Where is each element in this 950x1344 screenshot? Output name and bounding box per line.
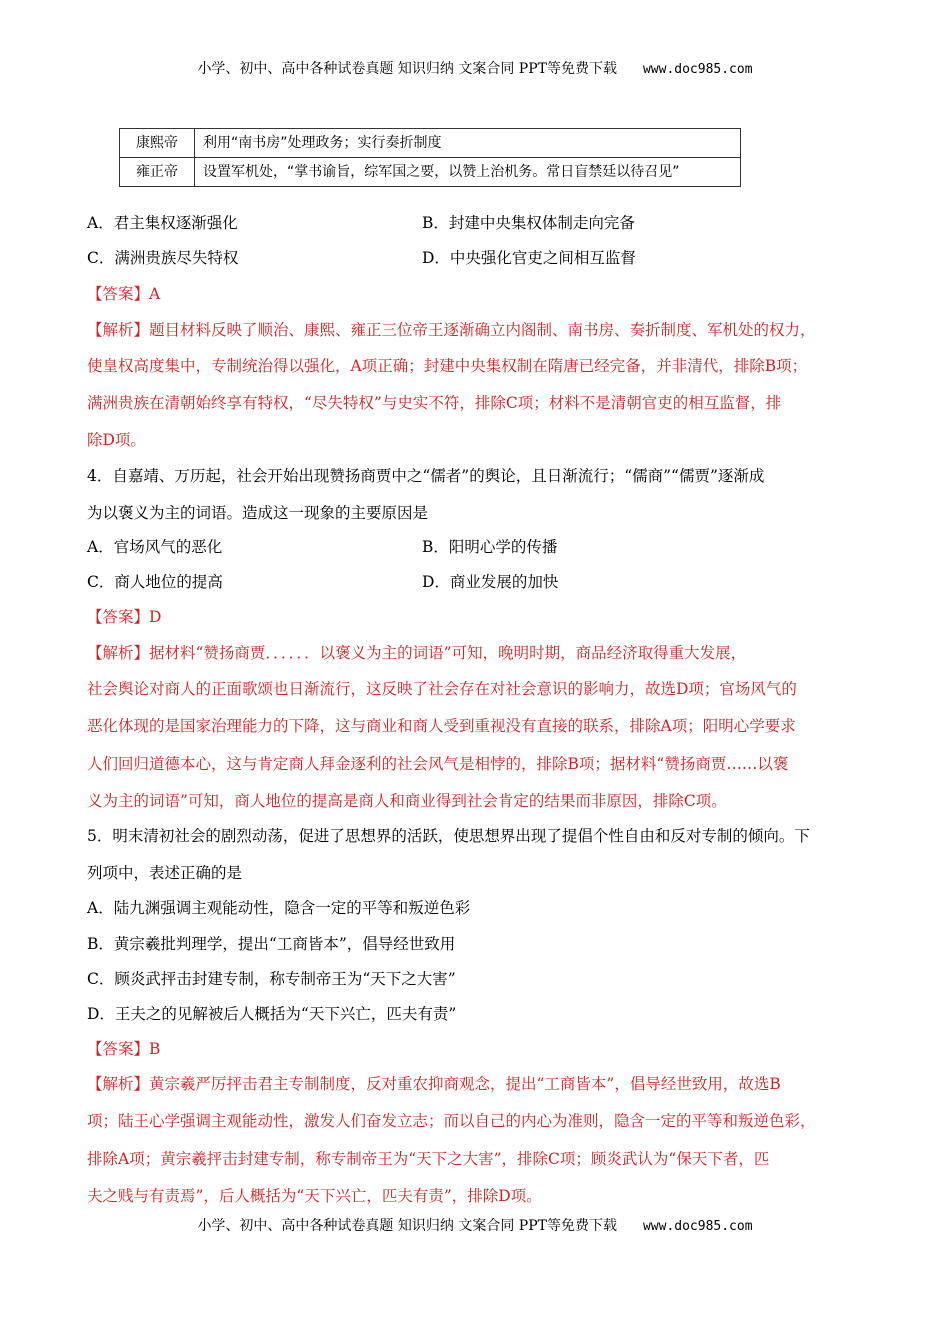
q3-analysis-line: 除D项。 [87, 431, 146, 449]
q5-analysis-line: 【解析】黄宗羲严厉抨击君主专制制度，反对重农抑商观念，提出“工商皆本”，倡导经世致用，故选B [87, 1075, 781, 1093]
q4-option-d: D．商业发展的加快 [422, 573, 559, 591]
footer-text: 小学、初中、高中各种试卷真题 知识归纳 文案合同 PPT等免费下载 [197, 1218, 617, 1234]
page-footer [0, 1215, 950, 1235]
table-cell-emperor: 康熙帝 [120, 129, 195, 158]
q5-analysis-line: 夫之贱与有责焉”，后人概括为“天下兴亡，匹夫有责”，排除D项。 [87, 1187, 542, 1205]
q3-answer: 【答案】A [87, 285, 161, 303]
q3-option-a: A．君主集权逐渐强化 [87, 214, 238, 232]
q5-answer: 【答案】B [87, 1040, 161, 1058]
q5-analysis-line: 排除A项；黄宗羲抨击封建专制，称专制帝王为“天下之大害”，排除C项；顾炎武认为“保天下者，匹 [87, 1150, 770, 1168]
q4-analysis-line: 【解析】据材料“赞扬商贾．．．．．．以褒义为主的词语”可知，晚明时期，商品经济取得重大发展， [87, 644, 747, 662]
footer-site[interactable]: www.doc985.com [642, 1219, 753, 1234]
emperor-table [119, 128, 741, 187]
header-text: 小学、初中、高中各种试卷真题 知识归纳 文案合同 PPT等免费下载 [197, 61, 617, 77]
q4-analysis-line: 人们回归道德本心，这与肯定商人拜金逐利的社会风气是相悖的，排除B项；据材料“赞扬商贾……以褒 [87, 755, 789, 773]
q5-stem-line: 列项中，表述正确的是 [87, 864, 243, 882]
q3-option-c: C．满洲贵族尽失特权 [87, 249, 239, 267]
q4-option-b: B．阳明心学的传播 [422, 538, 558, 556]
q5-option-d: D．王夫之的见解被后人概括为“天下兴亡，匹夫有责” [87, 1005, 457, 1023]
q4-answer: 【答案】D [87, 608, 162, 626]
q3-option-b: B．封建中央集权体制走向完备 [422, 214, 635, 232]
table-row [120, 158, 741, 187]
header-site[interactable]: www.doc985.com [642, 62, 753, 77]
q4-analysis-line: 恶化体现的是国家治理能力的下降，这与商业和商人受到重视没有直接的联系，排除A项；阳明心学要求 [87, 717, 796, 735]
q4-option-a: A．官场风气的恶化 [87, 538, 223, 556]
q3-analysis-line: 【解析】题目材料反映了顺治、康熙、雍正三位帝王逐渐确立内阁制、南书房、奏折制度、军机处的权力， [87, 321, 816, 339]
q5-analysis-line: 项；陆王心学强调主观能动性，激发人们奋发立志；而以自己的内心为准则，隐含一定的平等和叛逆色彩， [87, 1112, 816, 1130]
q4-analysis-line: 义为主的词语”可知，商人地位的提高是商人和商业得到社会肯定的结果而非原因，排除C项。 [87, 792, 727, 810]
q3-option-d: D．中央强化官吏之间相互监督 [422, 249, 636, 267]
q5-option-a: A．陆九渊强调主观能动性，隐含一定的平等和叛逆色彩 [87, 899, 471, 917]
table-cell-content: 设置军机处，“掌书谕旨，综军国之要，以赞上治机务。常日盲禁廷以待召见” [195, 158, 741, 187]
table-cell-emperor: 雍正帝 [120, 158, 195, 187]
q4-option-c: C．商人地位的提高 [87, 573, 223, 591]
page-header [0, 58, 950, 78]
q5-stem-line: 5．明末清初社会的剧烈动荡，促进了思想界的活跃，使思想界出现了提倡个性自由和反对专制的倾向。下 [87, 827, 810, 845]
table-cell-content: 利用“南书房”处理政务；实行奏折制度 [195, 129, 741, 158]
table-row [120, 129, 741, 158]
q4-analysis-line: 社会舆论对商人的正面歌颂也日渐流行，这反映了社会存在对社会意识的影响力，故选D项；官场风气的 [87, 680, 797, 698]
q4-stem-line: 为以褒义为主的词语。造成这一现象的主要原因是 [87, 504, 429, 522]
q3-analysis-line: 使皇权高度集中，专制统治得以强化，A项正确；封建中央集权制在隋唐已经完备，并非清代，排除B项； [87, 357, 808, 375]
q5-option-b: B．黄宗羲批判理学，提出“工商皆本”，倡导经世致用 [87, 935, 456, 953]
q4-stem-line: 4．自嘉靖、万历起，社会开始出现赞扬商贾中之“儒者”的舆论，且日渐流行；“儒商”“儒贾”逐渐成 [87, 467, 765, 485]
q5-option-c: C．顾炎武抨击封建专制，称专制帝王为“天下之大害” [87, 970, 456, 988]
q3-analysis-line: 满洲贵族在清朝始终享有特权，“尽失特权”与史实不符，排除C项；材料不是清朝官吏的相互监督，排 [87, 394, 782, 412]
